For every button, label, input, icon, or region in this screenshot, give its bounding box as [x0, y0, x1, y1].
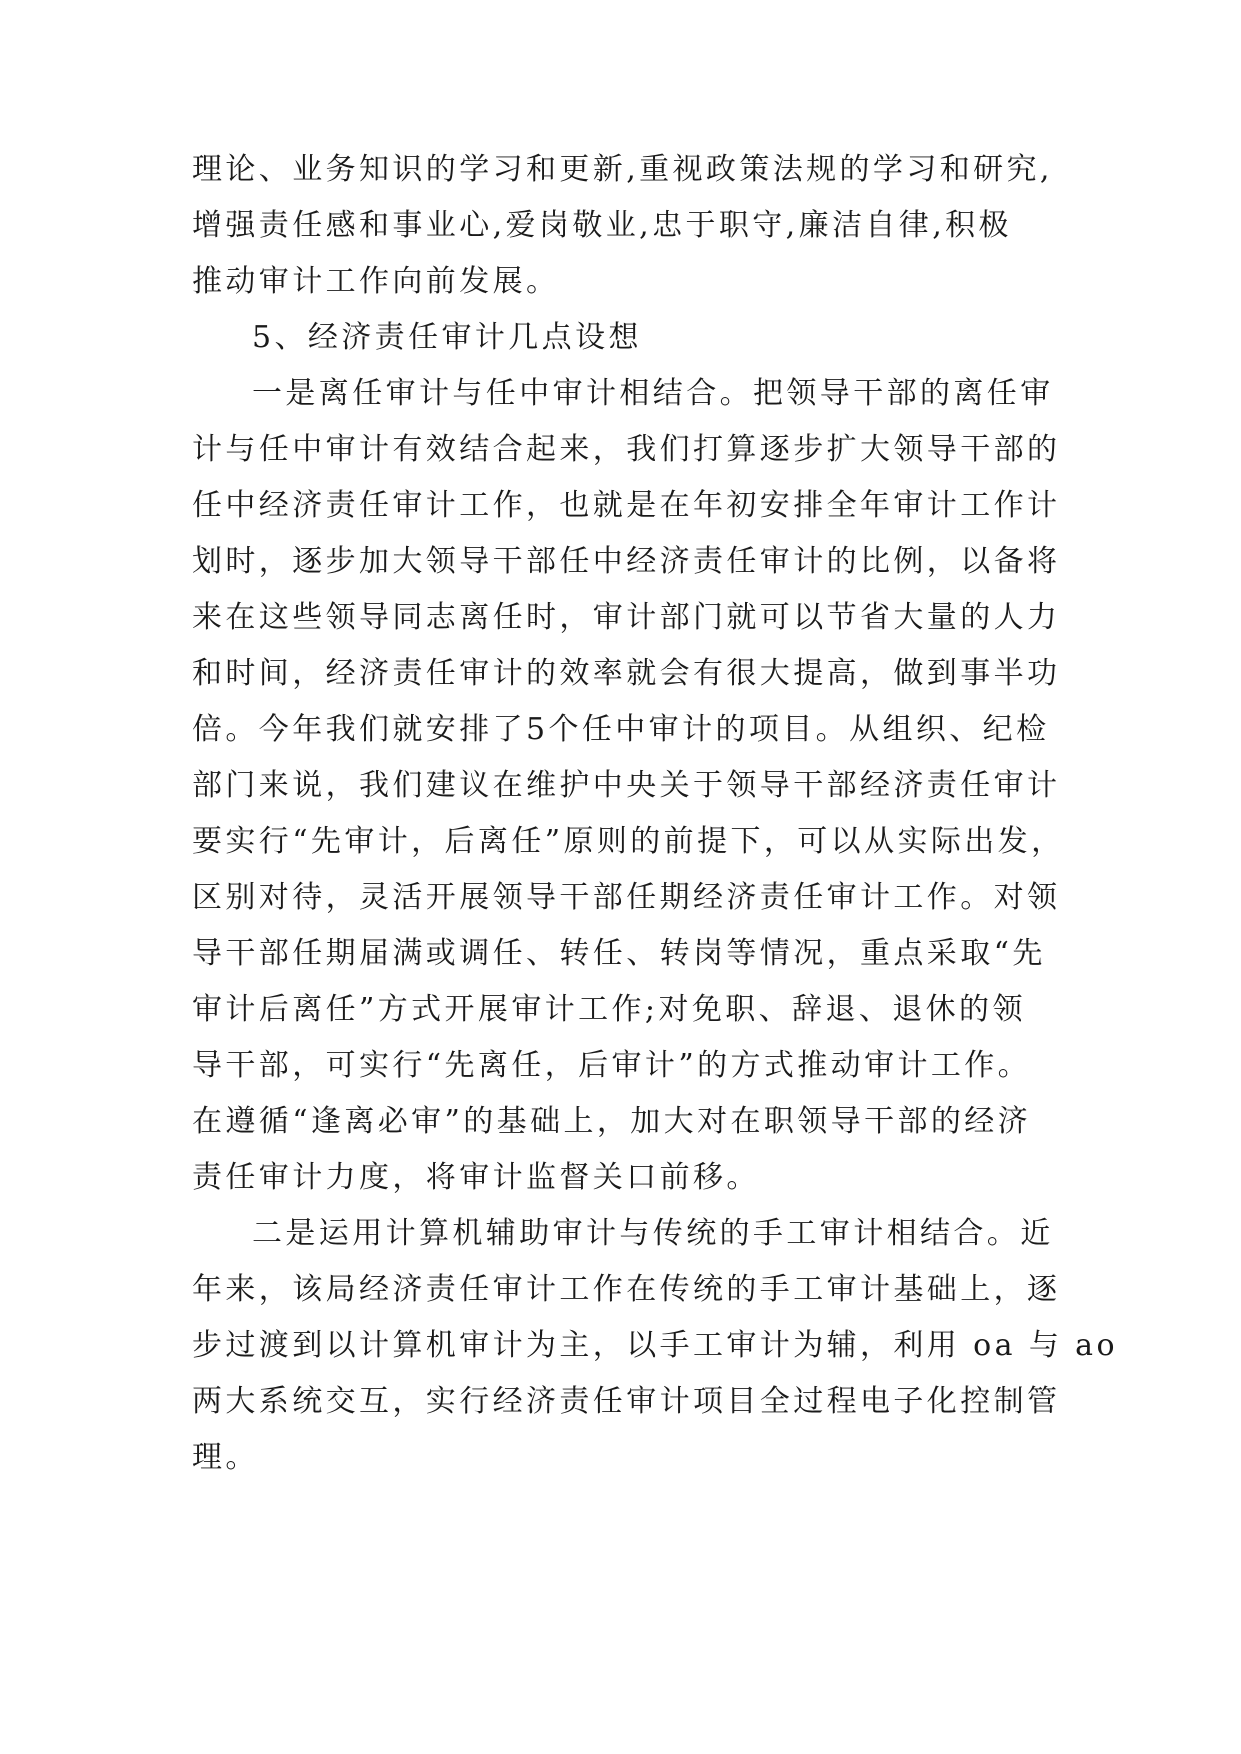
paragraph-start: 一是离任审计与任中审计相结合。把领导干部的离任审: [252, 376, 1054, 411]
section-heading: 5、经济责任审计几点设想: [252, 320, 642, 355]
text-line: 部门来说，我们建议在维护中央关于领导干部经济责任审计: [192, 768, 1061, 803]
text-line: 两大系统交互，实行经济责任审计项目全过程电子化控制管: [192, 1384, 1061, 1419]
text-line: 要实行“先审计，后离任”原则的前提下，可以从实际出发，: [192, 824, 1065, 859]
text-line: 计与任中审计有效结合起来，我们打算逐步扩大领导干部的: [192, 432, 1061, 467]
text-line: 和时间，经济责任审计的效率就会有很大提高，做到事半功: [192, 656, 1061, 691]
text-line: 理论、业务知识的学习和更新,重视政策法规的学习和研究,: [192, 152, 1053, 187]
text-line: 步过渡到以计算机审计为主，以手工审计为辅，利用 oa 与 ao: [192, 1328, 1118, 1363]
text-line: 倍。今年我们就安排了5个任中审计的项目。从组织、纪检: [192, 712, 1050, 747]
text-line: 审计后离任”方式开展审计工作;对免职、辞退、退休的领: [192, 992, 1026, 1027]
text-line: 推动审计工作向前发展。: [192, 264, 560, 299]
text-line: 导干部任期届满或调任、转任、转岗等情况，重点采取“先: [192, 936, 1046, 971]
text-line: 任中经济责任审计工作，也就是在年初安排全年审计工作计: [192, 488, 1061, 523]
text-line: 增强责任感和事业心,爱岗敬业,忠于职守,廉洁自律,积极: [192, 208, 1012, 243]
text-line: 区别对待，灵活开展领导干部任期经济责任审计工作。对领: [192, 880, 1061, 915]
text-line: 划时，逐步加大领导干部任中经济责任审计的比例，以备将: [192, 544, 1061, 579]
text-line: 来在这些领导同志离任时，审计部门就可以节省大量的人力: [192, 600, 1061, 635]
paragraph-start: 二是运用计算机辅助审计与传统的手工审计相结合。近: [252, 1216, 1054, 1251]
text-line: 导干部，可实行“先离任，后审计”的方式推动审计工作。: [192, 1048, 1032, 1083]
text-line: 在遵循“逢离必审”的基础上，加大对在职领导干部的经济: [192, 1104, 1032, 1139]
text-line: 理。: [192, 1440, 259, 1475]
text-line: 年来，该局经济责任审计工作在传统的手工审计基础上，逐: [192, 1272, 1061, 1307]
text-line: 责任审计力度，将审计监督关口前移。: [192, 1160, 760, 1195]
